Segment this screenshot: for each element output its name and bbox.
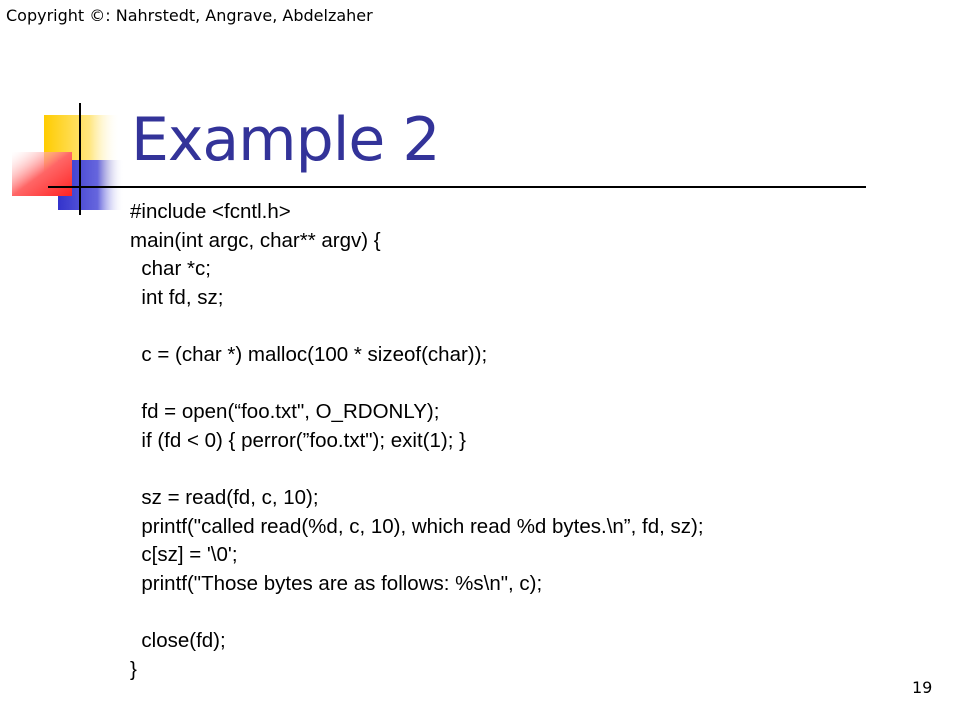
code-line: fd = open(“foo.txt", O_RDONLY); xyxy=(130,400,440,424)
code-line: if (fd < 0) { perror(”foo.txt"); exit(1); } xyxy=(130,428,466,452)
code-line xyxy=(130,455,704,484)
code-line: c[sz] = '\0'; xyxy=(130,543,238,567)
code-listing xyxy=(130,198,704,684)
code-line xyxy=(130,370,704,399)
code-line: } xyxy=(130,657,137,681)
copyright-notice: Copyright ©: Nahrstedt, Angrave, Abdelzaher xyxy=(6,6,373,25)
code-line: printf("Those bytes are as follows: %s\n", c); xyxy=(130,571,543,595)
code-line: close(fd); xyxy=(130,628,226,652)
code-line: char *c; xyxy=(130,257,211,281)
red-square xyxy=(12,152,72,196)
page-number: 19 xyxy=(912,678,933,697)
code-line xyxy=(130,312,704,341)
code-line: int fd, sz; xyxy=(130,285,224,309)
slide-title: Example 2 xyxy=(131,105,440,175)
code-line: printf("called read(%d, c, 10), which read %d bytes.\n”, fd, sz); xyxy=(130,514,704,538)
vertical-line xyxy=(79,103,81,215)
slide-decoration xyxy=(0,0,130,230)
code-line xyxy=(130,598,704,627)
code-line: c = (char *) malloc(100 * sizeof(char)); xyxy=(130,342,488,366)
code-line: sz = read(fd, c, 10); xyxy=(130,485,319,509)
code-line: main(int argc, char** argv) { xyxy=(130,228,381,252)
title-underline xyxy=(48,186,866,188)
code-line: #include <fcntl.h> xyxy=(130,200,291,223)
